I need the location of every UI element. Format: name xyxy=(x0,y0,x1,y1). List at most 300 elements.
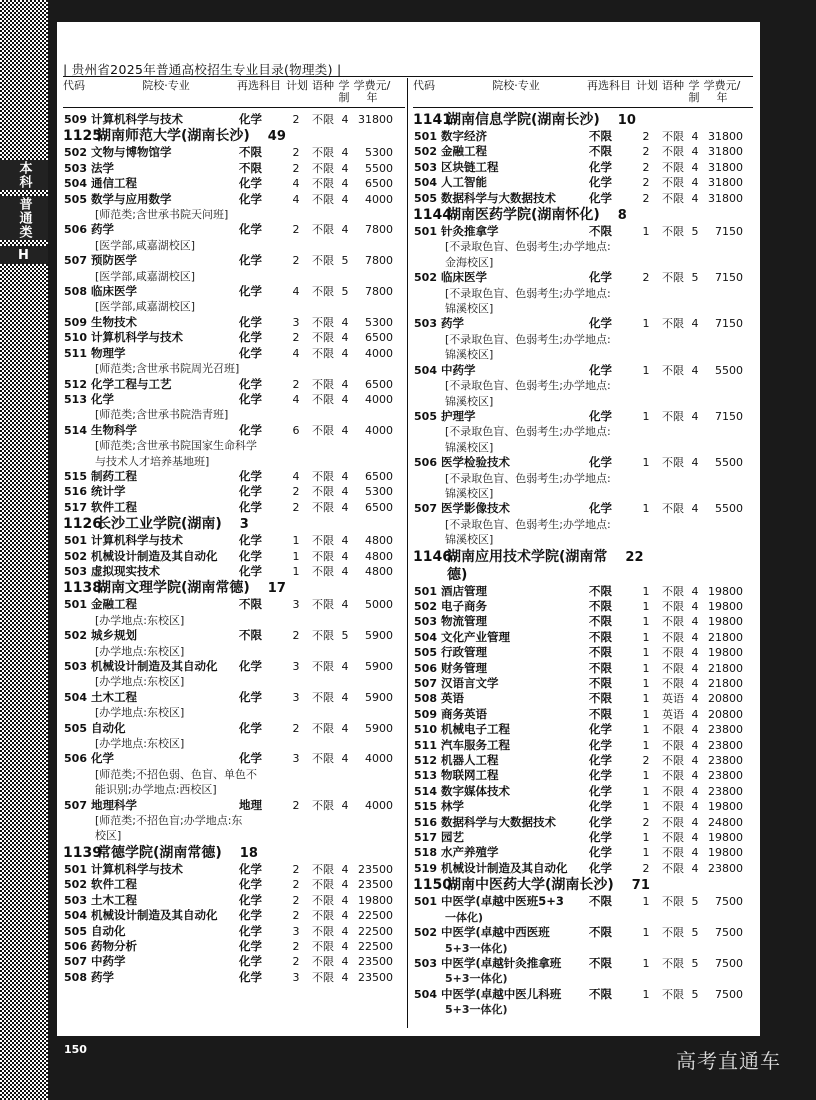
required-subject: 化学 xyxy=(239,468,262,483)
major-name: 林学 xyxy=(441,799,464,814)
language: 不限 xyxy=(662,926,684,940)
tuition-fee: 5300 xyxy=(365,146,393,160)
required-subject: 不限 xyxy=(589,614,612,629)
table-row xyxy=(413,129,753,144)
plan-count: 1 xyxy=(642,363,650,377)
required-subject: 化学 xyxy=(239,345,262,360)
header-plan: 计划 xyxy=(636,79,658,92)
tuition-fee: 6500 xyxy=(365,177,393,191)
plan-count: 1 xyxy=(292,564,300,578)
plan-count: 1 xyxy=(642,599,650,613)
school-plan-total: 18 xyxy=(239,845,258,861)
study-years: 4 xyxy=(341,893,349,907)
language: 不限 xyxy=(662,630,684,644)
language: 不限 xyxy=(312,721,334,735)
major-name: 生物技术 xyxy=(91,314,137,329)
table-row xyxy=(63,484,405,499)
required-subject: 化学 xyxy=(239,330,262,345)
tuition-fee: 21800 xyxy=(708,661,743,675)
language: 不限 xyxy=(662,456,684,470)
major-code: 507 xyxy=(64,798,87,812)
table-row xyxy=(413,363,753,378)
language: 不限 xyxy=(662,160,684,174)
major-code: 509 xyxy=(64,315,87,329)
tuition-fee: 7150 xyxy=(715,271,743,285)
major-code: 516 xyxy=(64,485,87,499)
major-name: 通信工程 xyxy=(91,176,137,191)
side-tab-putonglei: 普通类 xyxy=(0,196,48,240)
tuition-fee: 4000 xyxy=(365,192,393,206)
required-subject: 不限 xyxy=(589,955,612,970)
major-note: [办学地点:东校区] xyxy=(95,675,185,689)
plan-count: 1 xyxy=(642,846,650,860)
school-code: 1138 xyxy=(63,580,102,597)
language: 不限 xyxy=(312,177,334,191)
required-subject: 化学 xyxy=(589,362,612,377)
table-row xyxy=(413,925,753,940)
language: 不限 xyxy=(662,599,684,613)
school-heading xyxy=(63,580,405,597)
school-code: 1125 xyxy=(63,128,102,145)
required-subject: 不限 xyxy=(589,925,612,940)
language: 不限 xyxy=(312,469,334,483)
required-subject: 化学 xyxy=(589,799,612,814)
table-row xyxy=(63,346,405,361)
study-years: 4 xyxy=(341,752,349,766)
major-code: 501 xyxy=(64,598,87,612)
language: 不限 xyxy=(312,331,334,345)
plan-count: 1 xyxy=(642,317,650,331)
school-heading xyxy=(63,128,405,145)
table-row xyxy=(63,862,405,877)
plan-count: 2 xyxy=(642,160,650,174)
major-note: [办学地点:东校区] xyxy=(95,737,185,751)
plan-count: 1 xyxy=(642,661,650,675)
table-row xyxy=(63,330,405,345)
table-row xyxy=(63,877,405,892)
plan-count: 2 xyxy=(292,331,300,345)
required-subject: 不限 xyxy=(589,706,612,721)
major-code: 502 xyxy=(414,926,437,940)
major-code: 515 xyxy=(64,469,87,483)
school-heading xyxy=(413,877,753,894)
required-subject: 不限 xyxy=(589,629,612,644)
study-years: 4 xyxy=(691,456,699,470)
plan-count: 3 xyxy=(292,752,300,766)
required-subject: 化学 xyxy=(239,391,262,406)
required-subject: 化学 xyxy=(589,408,612,423)
study-years: 4 xyxy=(691,815,699,829)
major-code: 503 xyxy=(414,956,437,970)
major-note: [办学地点:东校区] xyxy=(95,613,185,627)
table-row xyxy=(413,160,753,175)
major-note: [不录取色盲、色弱考生;办学地点: xyxy=(445,240,611,254)
language: 不限 xyxy=(662,784,684,798)
major-name: 汉语言文学 xyxy=(441,676,499,690)
tuition-fee: 5300 xyxy=(365,315,393,329)
major-name: 物理学 xyxy=(91,345,126,360)
tuition-fee: 4000 xyxy=(365,798,393,812)
study-years: 4 xyxy=(691,846,699,860)
language: 不限 xyxy=(312,862,334,876)
table-row xyxy=(63,893,405,908)
tuition-fee: 4800 xyxy=(365,534,393,548)
table-row xyxy=(63,192,405,207)
major-code: 506 xyxy=(64,752,87,766)
left-table-header xyxy=(63,80,405,108)
header-fee: 学费元/年 xyxy=(703,79,741,104)
study-years: 4 xyxy=(691,861,699,875)
major-name: 数据科学与大数据技术 xyxy=(441,814,556,829)
tuition-fee: 23800 xyxy=(708,861,743,875)
major-name: 机械设计制造及其自动化 xyxy=(91,548,218,563)
language: 不限 xyxy=(662,584,684,598)
tuition-fee: 22500 xyxy=(358,909,393,923)
table-row xyxy=(413,270,753,285)
tuition-fee: 23800 xyxy=(708,738,743,752)
language: 不限 xyxy=(662,317,684,331)
required-subject: 化学 xyxy=(239,923,262,938)
required-subject: 化学 xyxy=(239,877,262,892)
plan-count: 1 xyxy=(642,630,650,644)
plan-count: 1 xyxy=(642,738,650,752)
plan-count: 1 xyxy=(642,784,650,798)
major-name-continued: 5+3一体化) xyxy=(445,1003,508,1017)
school-plan-total: 10 xyxy=(617,113,636,128)
plan-count: 4 xyxy=(292,192,300,206)
plan-count: 1 xyxy=(642,800,650,814)
plan-count: 2 xyxy=(292,862,300,876)
language: 不限 xyxy=(312,629,334,643)
major-name: 药物分析 xyxy=(91,938,137,953)
required-subject: 化学 xyxy=(589,316,612,331)
required-subject: 化学 xyxy=(239,908,262,923)
major-note: 金海校区] xyxy=(445,255,494,269)
major-name: 土木工程 xyxy=(91,689,137,704)
tuition-fee: 7800 xyxy=(365,254,393,268)
tuition-fee: 23800 xyxy=(708,754,743,768)
language: 英语 xyxy=(662,692,684,706)
language: 不限 xyxy=(312,909,334,923)
study-years: 4 xyxy=(691,130,699,143)
study-years: 4 xyxy=(341,469,349,483)
required-subject: 不限 xyxy=(589,144,612,159)
tuition-fee: 4000 xyxy=(365,423,393,437)
major-name: 中药学 xyxy=(91,954,126,969)
header-lang: 语种 xyxy=(312,79,334,92)
major-name: 数学与应用数学 xyxy=(91,191,172,206)
study-years: 4 xyxy=(691,363,699,377)
plan-count: 2 xyxy=(292,939,300,953)
major-name: 临床医学 xyxy=(441,270,487,285)
major-code: 517 xyxy=(414,831,437,845)
table-row xyxy=(413,630,753,645)
required-subject: 化学 xyxy=(239,191,262,206)
table-row xyxy=(63,145,405,160)
plan-count: 2 xyxy=(642,861,650,875)
major-code: 512 xyxy=(64,377,87,391)
major-name: 中医学(卓越中西医班 xyxy=(441,925,550,940)
study-years: 4 xyxy=(341,377,349,391)
study-years: 4 xyxy=(691,502,699,516)
tuition-fee: 5500 xyxy=(715,456,743,470)
major-note: 锦溪校区] xyxy=(445,440,494,454)
required-subject: 化学 xyxy=(589,737,612,752)
tuition-fee: 23500 xyxy=(358,970,393,984)
side-tab-letter: H xyxy=(0,246,48,264)
major-name: 水产养殖学 xyxy=(441,845,499,860)
required-subject: 不限 xyxy=(589,660,612,675)
major-name: 医学检验技术 xyxy=(441,455,510,470)
language: 不限 xyxy=(662,661,684,675)
major-name: 机械设计制造及其自动化 xyxy=(91,659,218,673)
tuition-fee: 5900 xyxy=(365,721,393,735)
major-name: 护理学 xyxy=(441,408,476,423)
major-code: 509 xyxy=(414,707,437,721)
study-years: 4 xyxy=(341,315,349,329)
plan-count: 1 xyxy=(642,677,650,690)
required-subject: 化学 xyxy=(239,548,262,563)
tuition-fee: 6500 xyxy=(365,377,393,391)
major-code: 503 xyxy=(64,564,87,578)
major-code: 519 xyxy=(414,861,437,875)
tuition-fee: 19800 xyxy=(708,800,743,814)
tuition-fee: 4000 xyxy=(365,392,393,406)
language: 不限 xyxy=(312,192,334,206)
tuition-fee: 23800 xyxy=(708,769,743,783)
plan-count: 1 xyxy=(642,895,650,909)
study-years: 4 xyxy=(341,862,349,876)
table-row xyxy=(413,784,753,799)
language: 不限 xyxy=(312,315,334,329)
major-code: 501 xyxy=(414,895,437,909)
school-plan-total: 22 xyxy=(625,549,644,565)
tuition-fee: 19800 xyxy=(708,599,743,613)
tuition-fee: 6500 xyxy=(365,331,393,345)
major-code: 504 xyxy=(64,690,87,704)
study-years: 4 xyxy=(691,769,699,783)
major-name: 软件工程 xyxy=(91,877,137,892)
major-name: 物联网工程 xyxy=(441,768,499,783)
major-note: [师范类;含世承书院周光召班] xyxy=(95,362,240,376)
major-code: 511 xyxy=(64,346,87,360)
table-row xyxy=(63,628,405,643)
major-name: 医学影像技术 xyxy=(441,501,510,516)
study-years: 4 xyxy=(341,660,349,673)
major-name: 行政管理 xyxy=(441,645,487,660)
major-code: 502 xyxy=(414,271,437,285)
plan-count: 2 xyxy=(292,161,300,175)
document-page xyxy=(57,22,760,1036)
table-row xyxy=(413,845,753,860)
major-code: 510 xyxy=(414,723,437,737)
table-row xyxy=(413,707,753,722)
major-name: 中医学(卓越针灸推拿班 xyxy=(441,955,562,970)
major-note: 锦溪校区] xyxy=(445,302,494,316)
school-heading xyxy=(413,549,753,566)
study-years: 4 xyxy=(691,317,699,331)
major-note: [医学部,咸嘉湖校区] xyxy=(95,269,196,283)
school-plan-total: 8 xyxy=(617,208,627,224)
plan-count: 3 xyxy=(292,970,300,984)
required-subject: 不限 xyxy=(589,676,612,690)
major-note: [师范类;含世承书院天问班] xyxy=(95,208,229,222)
plan-count: 2 xyxy=(642,754,650,768)
table-row xyxy=(413,599,753,614)
header-sys: 学制 xyxy=(688,79,700,104)
plan-count: 1 xyxy=(642,225,650,239)
study-years: 5 xyxy=(691,987,699,1001)
school-code: 1139 xyxy=(63,844,102,861)
major-note: [办学地点:东校区] xyxy=(95,644,185,658)
tuition-fee: 21800 xyxy=(708,630,743,644)
major-note: 与技术人才培养基地班] xyxy=(95,454,210,468)
language: 不限 xyxy=(662,409,684,423)
language: 不限 xyxy=(662,738,684,752)
language: 不限 xyxy=(662,363,684,377)
major-code: 502 xyxy=(64,146,87,160)
study-years: 4 xyxy=(341,549,349,563)
major-note: [不录取色盲、色弱考生;办学地点: xyxy=(445,425,611,439)
table-row xyxy=(63,253,405,268)
major-name-continued: 5+3一体化) xyxy=(445,972,508,986)
major-code: 501 xyxy=(414,584,437,598)
table-row xyxy=(63,423,405,438)
required-subject: 化学 xyxy=(589,270,612,285)
major-name: 区块链工程 xyxy=(441,159,499,174)
table-row xyxy=(63,161,405,176)
major-code: 502 xyxy=(64,549,87,563)
study-years: 4 xyxy=(341,485,349,499)
major-code: 502 xyxy=(64,878,87,892)
school-heading xyxy=(63,516,405,533)
header-subject: 再选科目 xyxy=(587,79,631,92)
major-name: 文物与博物馆学 xyxy=(91,145,172,160)
study-years: 5 xyxy=(341,254,349,268)
study-years: 5 xyxy=(691,956,699,970)
language: 不限 xyxy=(312,798,334,812)
study-years: 4 xyxy=(341,192,349,206)
table-row xyxy=(63,970,405,985)
school-code: 1141 xyxy=(413,112,452,128)
study-years: 4 xyxy=(341,924,349,938)
plan-count: 1 xyxy=(642,646,650,660)
study-years: 4 xyxy=(341,970,349,984)
major-code: 514 xyxy=(414,784,437,798)
major-name: 法学 xyxy=(91,160,114,175)
tuition-fee: 22500 xyxy=(358,939,393,953)
required-subject: 不限 xyxy=(589,894,612,909)
header-code: 代码 xyxy=(63,79,85,92)
study-years: 5 xyxy=(341,629,349,643)
major-code: 503 xyxy=(64,660,87,673)
language: 不限 xyxy=(662,130,684,143)
required-subject: 化学 xyxy=(589,159,612,174)
tuition-fee: 6500 xyxy=(365,500,393,514)
major-name: 化学 xyxy=(91,391,114,406)
table-row xyxy=(63,597,405,612)
required-subject: 化学 xyxy=(589,768,612,783)
school-name: 湖南信息学院(湖南长沙) xyxy=(447,112,600,128)
tuition-fee: 19800 xyxy=(708,831,743,845)
tuition-fee: 22500 xyxy=(358,924,393,938)
study-years: 4 xyxy=(341,798,349,812)
study-years: 5 xyxy=(691,895,699,909)
language: 不限 xyxy=(312,113,334,126)
table-row xyxy=(413,753,753,768)
major-note: [师范类;含世承书院浩青班] xyxy=(95,408,229,422)
major-code: 502 xyxy=(414,599,437,613)
major-code: 508 xyxy=(414,692,437,706)
study-years: 4 xyxy=(341,392,349,406)
required-subject: 不限 xyxy=(239,628,262,643)
study-years: 4 xyxy=(341,564,349,578)
header-plan: 计划 xyxy=(286,79,308,92)
major-name: 中医学(卓越中医班5+3 xyxy=(441,894,564,909)
required-subject: 化学 xyxy=(239,720,262,735)
language: 不限 xyxy=(312,893,334,907)
table-row xyxy=(413,894,753,909)
major-name: 财务管理 xyxy=(441,660,487,675)
table-row xyxy=(413,409,753,424)
language: 不限 xyxy=(312,534,334,548)
table-row xyxy=(63,659,405,674)
major-name: 临床医学 xyxy=(91,284,137,299)
school-heading xyxy=(413,207,753,224)
major-code: 508 xyxy=(64,285,87,299)
table-row xyxy=(63,533,405,548)
study-years: 4 xyxy=(691,630,699,644)
major-name: 虚拟现实技术 xyxy=(91,563,160,578)
language: 不限 xyxy=(312,392,334,406)
table-row xyxy=(63,176,405,191)
required-subject: 化学 xyxy=(239,563,262,578)
table-row xyxy=(63,908,405,923)
tuition-fee: 20800 xyxy=(708,692,743,706)
major-name: 计算机科学与技术 xyxy=(91,861,183,876)
plan-count: 1 xyxy=(642,831,650,845)
plan-count: 1 xyxy=(642,692,650,706)
major-name: 机器人工程 xyxy=(441,753,499,768)
table-row xyxy=(413,661,753,676)
tuition-fee: 31800 xyxy=(708,191,743,205)
language: 不限 xyxy=(662,846,684,860)
study-years: 4 xyxy=(691,784,699,798)
required-subject: 不限 xyxy=(589,583,612,598)
tuition-fee: 21800 xyxy=(708,677,743,690)
study-years: 4 xyxy=(691,176,699,190)
tuition-fee: 31800 xyxy=(708,145,743,159)
plan-count: 2 xyxy=(292,485,300,499)
major-code: 507 xyxy=(64,955,87,969)
study-years: 5 xyxy=(691,271,699,285)
school-code: 1144 xyxy=(413,207,452,224)
major-code: 513 xyxy=(414,769,437,783)
plan-count: 3 xyxy=(292,690,300,704)
table-row xyxy=(413,691,753,706)
study-years: 4 xyxy=(341,721,349,735)
page-header-title: | 贵州省2025年普通高校招生专业目录(物理类) | xyxy=(63,62,342,77)
major-name: 预防医学 xyxy=(91,253,137,268)
major-note: [不录取色盲、色弱考生;办学地点: xyxy=(445,286,611,300)
school-plan-total: 71 xyxy=(631,878,650,894)
plan-count: 2 xyxy=(642,271,650,285)
language: 不限 xyxy=(662,987,684,1001)
major-name: 英语 xyxy=(441,691,464,706)
major-name: 电子商务 xyxy=(441,598,487,613)
table-row xyxy=(413,722,753,737)
major-name: 计算机科学与技术 xyxy=(91,112,183,126)
